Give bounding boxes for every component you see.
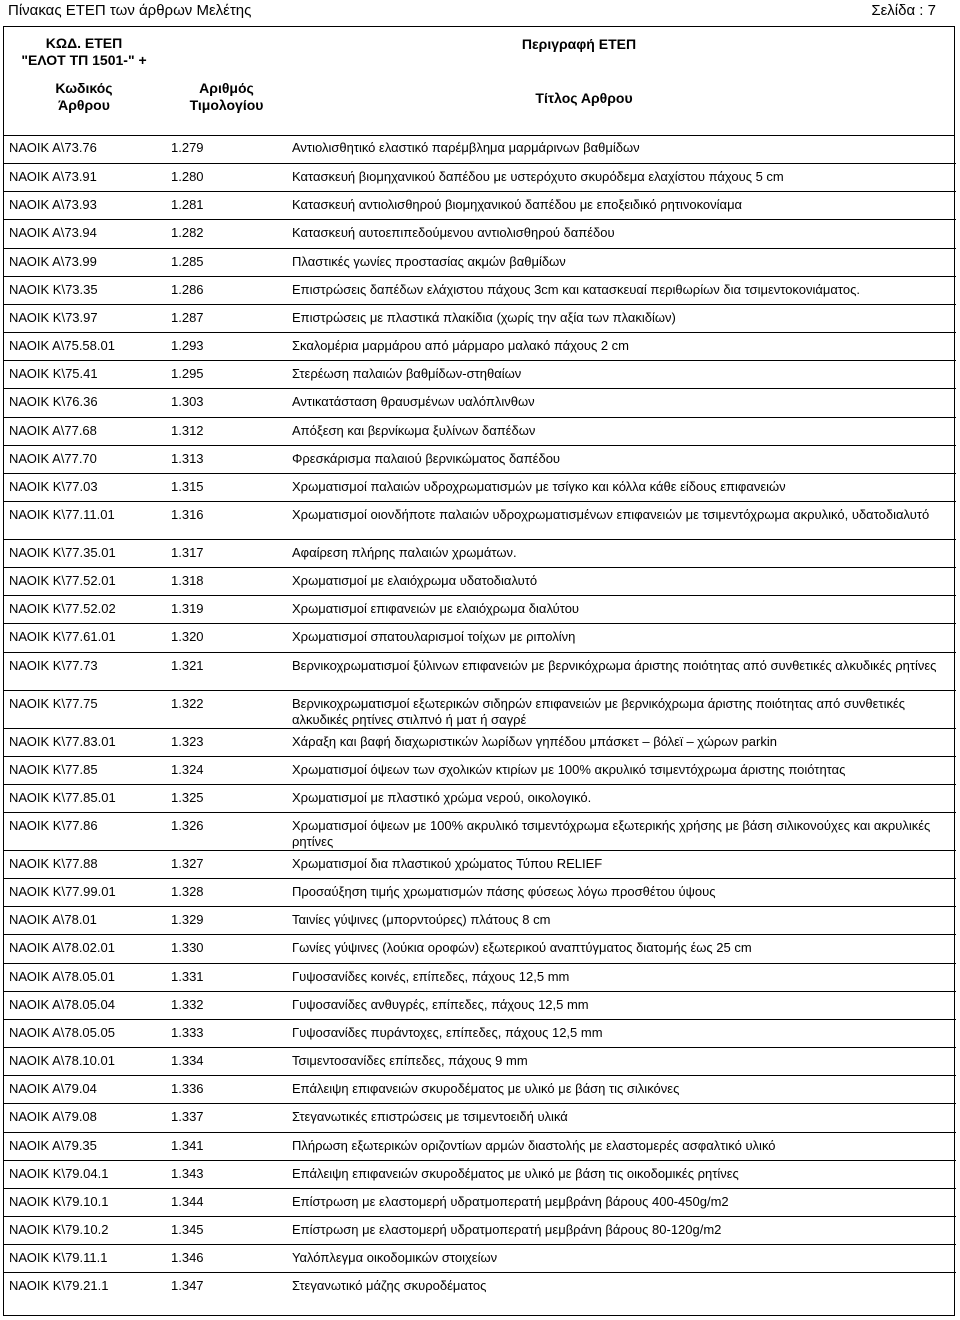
article-code-cell: ΝΑΟΙΚ Κ\77.35.01 — [9, 544, 116, 560]
table-row — [4, 304, 956, 332]
article-code-cell: ΝΑΟΙΚ Α\78.05.04 — [9, 996, 115, 1012]
article-code-cell: ΝΑΟΙΚ Α\79.35 — [9, 1137, 97, 1153]
table-row — [4, 1188, 956, 1216]
description-cell: Πλαστικές γωνίες προστασίας ακμών βαθμίδων — [292, 253, 566, 269]
invoice-number-cell: 1.327 — [171, 856, 204, 871]
table-row — [4, 332, 956, 360]
description-cell: Βερνικοχρωματισμοί εξωτερικών σιδηρών επιφανειών με βερνικόχρωμα άριστης ποιότητας από συνθετικές αλκυδικές ρητίνες στιλπνό ή ματ ή σαγρέ — [292, 695, 906, 727]
invoice-number-cell: 1.286 — [171, 281, 204, 297]
table-row — [4, 163, 956, 191]
table-row — [4, 276, 956, 304]
invoice-number-cell: 1.279 — [171, 140, 204, 155]
article-code-cell: ΝΑΟΙΚ Α\73.99 — [9, 253, 97, 269]
invoice-number-cell: 1.331 — [171, 968, 204, 984]
description-cell: Γυψοσανίδες πυράντοχες, επίπεδες, πάχους 12,5 mm — [292, 1024, 603, 1040]
description-cell: Χάραξη και βαφή διαχωριστικών λωρίδων γηπέδου μπάσκετ – βόλεϊ – χώρων parkin — [292, 733, 777, 749]
table-row — [4, 1132, 956, 1160]
header-etep-code-line2: "ΕΛΟΤ ΤΠ 1501-" + — [21, 52, 147, 68]
article-code-cell: ΝΑΟΙΚ Κ\77.61.01 — [9, 629, 116, 645]
invoice-number-cell: 1.346 — [171, 1250, 204, 1266]
table-row — [4, 652, 956, 690]
invoice-number-cell: 1.344 — [171, 1193, 204, 1209]
description-cell: Γωνίες γύψινες (λούκια οροφών) εξωτερικού αναπτύγματος διατομής έως 25 cm — [292, 940, 752, 956]
description-cell: Γυψοσανίδες κοινές, επίπεδες, πάχους 12,5 mm — [292, 968, 570, 984]
table-row — [4, 595, 956, 623]
invoice-number-cell: 1.330 — [171, 940, 204, 956]
invoice-number-cell: 1.345 — [171, 1221, 204, 1237]
invoice-number-cell: 1.323 — [171, 733, 204, 749]
description-cell: Χρωματισμοί με ελαιόχρωμα υδατοδιαλυτό — [292, 573, 538, 589]
page-number: Σελίδα : 7 — [871, 2, 936, 19]
description-cell: Πλήρωση εξωτερικών οριζοντίων αρμών διαστολής με ελαστομερές ασφαλτικό υλικό — [292, 1137, 776, 1153]
header-etep-description: Περιγραφή ΕΤΕΠ — [521, 36, 637, 52]
article-code-cell: ΝΑΟΙΚ Κ\77.85 — [9, 761, 98, 777]
invoice-number-cell: 1.326 — [171, 818, 204, 833]
invoice-number-cell: 1.319 — [171, 601, 204, 617]
description-cell: Αφαίρεση πλήρης παλαιών χρωμάτων. — [292, 544, 517, 560]
table-row — [4, 473, 956, 501]
description-cell: Κατασκευή βιομηχανικού δαπέδου με υστερόχυτο σκυρόδεμα ελαχίστου πάχους 5 cm — [292, 169, 784, 185]
invoice-number-cell: 1.293 — [171, 338, 204, 354]
article-code-cell: ΝΑΟΙΚ Α\78.02.01 — [9, 940, 115, 956]
article-code-cell: ΝΑΟΙΚ Α\77.68 — [9, 422, 97, 438]
header-invoice-number — [164, 80, 289, 114]
article-code-cell: ΝΑΟΙΚ Κ\77.75 — [9, 695, 98, 711]
invoice-number-cell: 1.282 — [171, 225, 204, 241]
invoice-number-cell: 1.287 — [171, 309, 204, 325]
description-cell: Χρωματισμοί όψεων των σχολικών κτιρίων με 100% ακρυλικό τσιμεντόχρωμα άριστης ποιότητας — [292, 761, 846, 777]
article-code-cell: ΝΑΟΙΚ Κ\77.85.01 — [9, 789, 116, 805]
description-cell: Χρωματισμοί σπατουλαρισμοί τοίχων με ριπολίνη — [292, 629, 576, 645]
description-cell: Χρωματισμοί δια πλαστικού χρώματος Τύπου RELIEF — [292, 856, 603, 871]
article-code-cell: ΝΑΟΙΚ Κ\77.99.01 — [9, 884, 116, 900]
description-cell: Επάλειψη επιφανειών σκυροδέματος με υλικό με βάση τις οικοδομικές ρητίνες — [292, 1165, 739, 1181]
description-cell: Χρωματισμοί παλαιών υδροχρωματισμών με τσίγκο και κόλλα κάθε είδους επιφανειών — [292, 478, 786, 494]
invoice-number-cell: 1.333 — [171, 1024, 204, 1040]
header-article-title: Τίτλος Αρθρου — [535, 90, 633, 106]
article-code-cell: ΝΑΟΙΚ Κ\73.97 — [9, 309, 98, 325]
description-cell: Επάλειψη επιφανειών σκυροδέματος με υλικό με βάση τις σιλικόνες — [292, 1081, 680, 1097]
table-row — [4, 623, 956, 651]
description-cell: Προσαύξηση τιμής χρωματισμών πάσης φύσεως λόγω προσθέτου ύψους — [292, 884, 716, 900]
article-code-cell: ΝΑΟΙΚ Κ\77.83.01 — [9, 733, 116, 749]
table-row — [4, 501, 956, 539]
invoice-number-cell: 1.318 — [171, 573, 204, 589]
description-cell: Στερέωση παλαιών βαθμίδων-στηθαίων — [292, 366, 522, 382]
article-code-cell: ΝΑΟΙΚ Α\79.08 — [9, 1109, 97, 1125]
description-cell: Υαλόπλεγμα οικοδομικών στοιχείων — [292, 1250, 498, 1266]
article-code-cell: ΝΑΟΙΚ Κ\77.73 — [9, 657, 98, 673]
table-row — [4, 1019, 956, 1047]
invoice-number-cell: 1.313 — [171, 450, 204, 466]
table-row — [4, 191, 956, 219]
description-cell: Επίστρωση με ελαστομερή υδρατμοπερατή μεμβράνη βάρους 400-450g/m2 — [292, 1193, 729, 1209]
table-row — [4, 1216, 956, 1244]
article-code-cell: ΝΑΟΙΚ Α\79.04 — [9, 1081, 97, 1097]
table-row — [4, 1075, 956, 1103]
invoice-number-cell: 1.315 — [171, 478, 204, 494]
description-cell: Ταινίες γύψινες (μπορντούρες) πλάτους 8 cm — [292, 912, 551, 928]
invoice-number-cell: 1.303 — [171, 394, 204, 410]
invoice-number-cell: 1.334 — [171, 1053, 204, 1069]
invoice-number-cell: 1.332 — [171, 996, 204, 1012]
article-code-cell: ΝΑΟΙΚ Κ\79.11.1 — [9, 1250, 108, 1266]
table-row — [4, 539, 956, 567]
invoice-number-cell: 1.324 — [171, 761, 204, 777]
invoice-number-cell: 1.312 — [171, 422, 204, 438]
description-cell: Επιστρώσεις με πλαστικά πλακίδια (χωρίς την αξία των πλακιδίων) — [292, 309, 676, 325]
header-article-code — [4, 80, 164, 114]
header-invoice-number-line2: Τιμολογίου — [189, 97, 264, 113]
description-cell: Αντικατάσταση θραυσμένων υαλόπλινθων — [292, 394, 535, 410]
invoice-number-cell: 1.280 — [171, 169, 204, 185]
document-title: Πίνακας ΕΤΕΠ των άρθρων Μελέτης — [8, 2, 252, 19]
description-cell: Αντιολισθητικό ελαστικό παρέμβλημα μαρμάρινων βαθμίδων — [292, 140, 640, 155]
table-row — [4, 991, 956, 1019]
article-code-cell: ΝΑΟΙΚ Α\78.01 — [9, 912, 97, 928]
invoice-number-cell: 1.295 — [171, 366, 204, 382]
description-cell: Επιστρώσεις δαπέδων ελάχιστου πάχους 3cm και κατασκευαί περιθωρίων δια τσιμεντοκονιάματος. — [292, 281, 860, 297]
invoice-number-cell: 1.322 — [171, 695, 204, 711]
invoice-number-cell: 1.320 — [171, 629, 204, 645]
table-row — [4, 417, 956, 445]
table-row — [4, 756, 956, 784]
article-code-cell: ΝΑΟΙΚ Α\75.58.01 — [9, 338, 115, 354]
invoice-number-cell: 1.336 — [171, 1081, 204, 1097]
table-row — [4, 963, 956, 991]
article-code-cell: ΝΑΟΙΚ Α\78.05.01 — [9, 968, 115, 984]
invoice-number-cell: 1.281 — [171, 197, 204, 213]
article-code-cell: ΝΑΟΙΚ Α\73.93 — [9, 197, 97, 213]
table-row — [4, 360, 956, 388]
article-code-cell: ΝΑΟΙΚ Κ\79.10.2 — [9, 1221, 109, 1237]
invoice-number-cell: 1.337 — [171, 1109, 204, 1125]
article-code-cell: ΝΑΟΙΚ Α\78.10.01 — [9, 1053, 115, 1069]
article-code-cell: ΝΑΟΙΚ Κ\77.86 — [9, 818, 98, 833]
table-row — [4, 850, 956, 878]
table-row — [4, 934, 956, 962]
article-code-cell: ΝΑΟΙΚ Κ\79.04.1 — [9, 1165, 109, 1181]
description-cell: Χρωματισμοί όψεων με 100% ακρυλικό τσιμεντόχρωμα εξωτερικής χρήσης με βάση σιλικονούχες και ακρυλικές ρητίνες — [292, 818, 931, 849]
description-cell: Κατασκευή αυτοεπιπεδούμενου αντιολισθηρού δαπέδου — [292, 225, 615, 241]
invoice-number-cell: 1.316 — [171, 506, 204, 522]
table-row — [4, 388, 956, 416]
article-code-cell: ΝΑΟΙΚ Κ\79.21.1 — [9, 1278, 109, 1294]
article-code-cell: ΝΑΟΙΚ Κ\77.11.01 — [9, 506, 115, 522]
table-row — [4, 567, 956, 595]
invoice-number-cell: 1.328 — [171, 884, 204, 900]
article-code-cell: ΝΑΟΙΚ Α\73.76 — [9, 140, 97, 155]
article-code-cell: ΝΑΟΙΚ Α\78.05.05 — [9, 1024, 115, 1040]
description-cell: Χρωματισμοί οιονδήποτε παλαιών υδροχρωματισμένων επιφανειών με τσιμεντόχρωμα ακρυλικό, υδατοδιαλυτό — [292, 506, 930, 522]
table-row — [4, 812, 956, 850]
header-article-code-line1: Κωδικός — [55, 80, 113, 96]
table-row — [4, 1244, 956, 1272]
header-etep-code-line1: ΚΩΔ. ΕΤΕΠ — [45, 35, 123, 51]
description-cell: Στεγανωτικές επιστρώσεις με τσιμεντοειδή υλικά — [292, 1109, 568, 1125]
article-code-cell: ΝΑΟΙΚ Κ\73.35 — [9, 281, 98, 297]
table-row — [4, 248, 956, 276]
table-row — [4, 1160, 956, 1188]
article-code-cell: ΝΑΟΙΚ Κ\79.10.1 — [9, 1193, 109, 1209]
article-code-cell: ΝΑΟΙΚ Κ\77.52.01 — [9, 573, 116, 589]
table-row — [4, 728, 956, 756]
description-cell: Σκαλομέρια μαρμάρου από μάρμαρο μαλακό πάχους 2 cm — [292, 338, 630, 354]
description-cell: Κατασκευή αντιολισθηρού βιομηχανικού δαπέδου με εποξειδικό ρητινοκονίαμα — [292, 197, 743, 213]
header-article-code-line2: Άρθρου — [58, 97, 110, 113]
article-code-cell: ΝΑΟΙΚ Α\73.91 — [9, 169, 97, 185]
article-code-cell: ΝΑΟΙΚ Κ\77.03 — [9, 478, 98, 494]
description-cell: Χρωματισμοί με πλαστικό χρώμα νερού, οικολογικό. — [292, 789, 592, 805]
description-cell: Επίστρωση με ελαστομερή υδρατμοπερατή μεμβράνη βάρους 80-120g/m2 — [292, 1221, 722, 1237]
invoice-number-cell: 1.317 — [171, 544, 204, 560]
table-row — [4, 878, 956, 906]
invoice-number-cell: 1.321 — [171, 657, 204, 673]
table-row — [4, 445, 956, 473]
article-code-cell: ΝΑΟΙΚ Κ\77.52.02 — [9, 601, 116, 617]
article-code-cell: ΝΑΟΙΚ Α\73.94 — [9, 225, 97, 241]
invoice-number-cell: 1.285 — [171, 253, 204, 269]
invoice-number-cell: 1.329 — [171, 912, 204, 928]
table-row — [4, 1272, 956, 1300]
article-code-cell: ΝΑΟΙΚ Α\77.70 — [9, 450, 97, 466]
table-row — [4, 1103, 956, 1131]
article-code-cell: ΝΑΟΙΚ Κ\77.88 — [9, 856, 98, 871]
article-code-cell: ΝΑΟΙΚ Κ\76.36 — [9, 394, 98, 410]
invoice-number-cell: 1.325 — [171, 789, 204, 805]
description-cell: Στεγανωτικό μάζης σκυροδέματος — [292, 1278, 487, 1294]
table-row — [4, 784, 956, 812]
description-cell: Βερνικοχρωματισμοί ξύλινων επιφανειών με βερνικόχρωμα άριστης ποιότητας από συνθετικές αλκυδικές ρητίνες — [292, 657, 937, 673]
header-invoice-number-line1: Αριθμός — [199, 80, 254, 96]
table-row — [4, 1047, 956, 1075]
description-cell: Τσιμεντοσανίδες επίπεδες, πάχους 9 mm — [292, 1053, 528, 1069]
description-cell: Γυψοσανίδες ανθυγρές, επίπεδες, πάχους 12,5 mm — [292, 996, 589, 1012]
article-code-cell: ΝΑΟΙΚ Κ\75.41 — [9, 366, 98, 382]
page-header — [0, 0, 960, 26]
description-cell: Φρεσκάρισμα παλαιού βερνικώματος δαπέδου — [292, 450, 561, 466]
invoice-number-cell: 1.343 — [171, 1165, 204, 1181]
description-cell: Χρωματισμοί επιφανειών με ελαιόχρωμα διαλύτου — [292, 601, 580, 617]
table-row — [4, 906, 956, 934]
description-cell: Απόξεση και βερνίκωμα ξυλίνων δαπέδων — [292, 422, 536, 438]
etep-table — [3, 26, 955, 1316]
invoice-number-cell: 1.347 — [171, 1278, 204, 1294]
table-row — [4, 690, 956, 728]
table-row — [4, 135, 956, 163]
header-etep-code — [4, 35, 164, 69]
invoice-number-cell: 1.341 — [171, 1137, 204, 1153]
table-row — [4, 219, 956, 247]
